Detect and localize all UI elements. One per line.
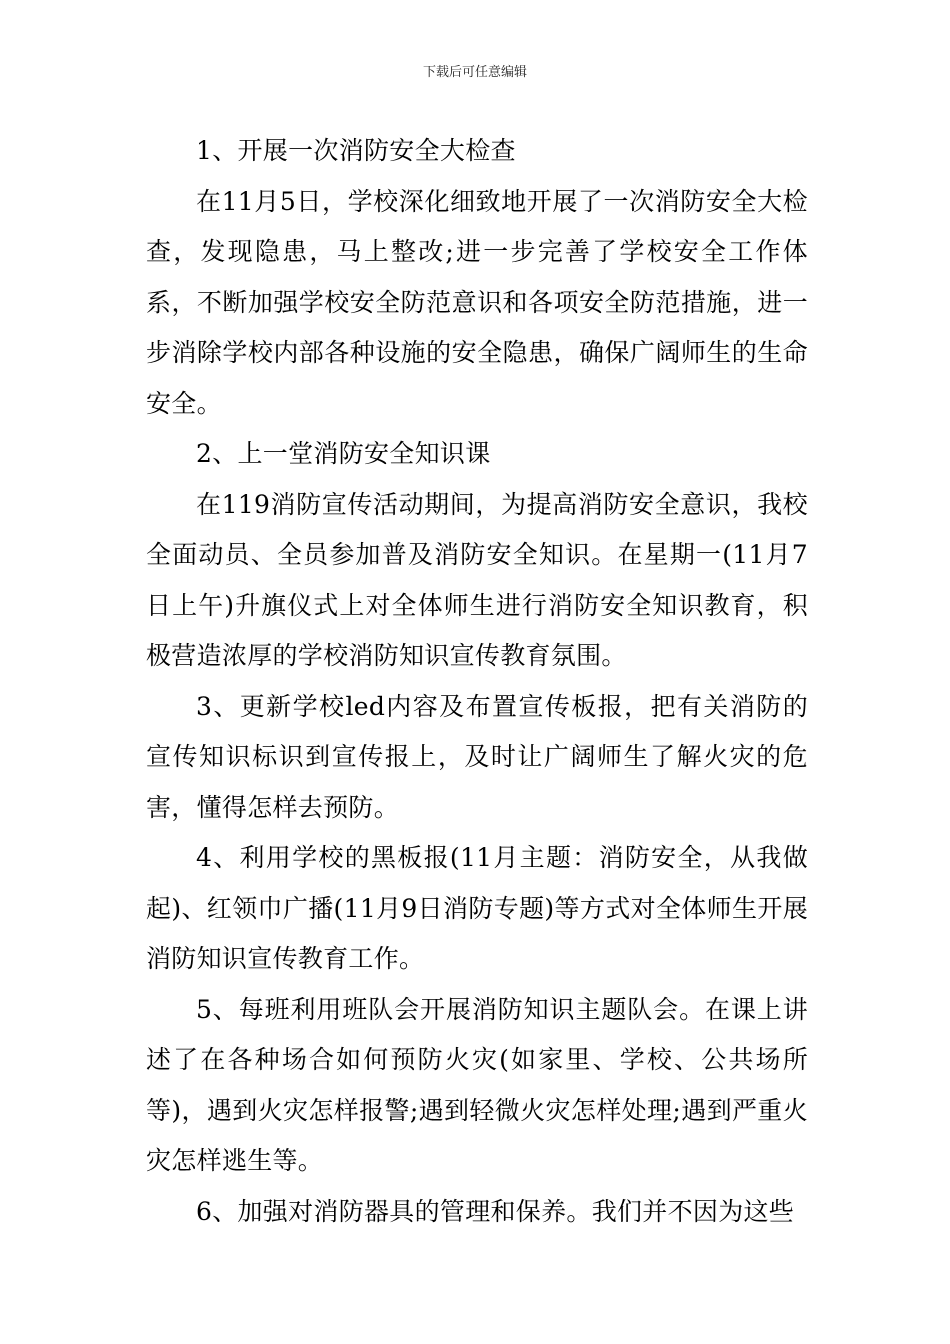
paragraph-blackboard: 4、利用学校的黑板报(11月主题：消防安全，从我做起)、红领巾广播(11月9日消防专题)等方式对全体师生开展消防知识宣传教育工作。 [146,843,808,973]
paragraph-led-update: 3、更新学校led内容及布置宣传板报，把有关消防的宣传知识标识到宣传报上，及时让广阔师生了解火灾的危害，懂得怎样去预防。 [146,691,808,822]
paragraph-class-meeting: 5、每班利用班队会开展消防知识主题队会。在课上讲述了在各种场合如何预防火灾(如家里、学校、公共场所等)，遇到火灾怎样报警;遇到轻微火灾怎样处理;遇到严重火灾怎样逃生等。 [146,994,808,1175]
document-body [146,126,808,1237]
paragraph-inspection: 在11月5日，学校深化细致地开展了一次消防安全大检查，发现隐患，马上整改;进一步完善了学校安全工作体系，不断加强学校安全防范意识和各项安全防范措施，进一步消除学校内部各种设施的安全隐患，确保广阔师生的生命安全。 [146,186,808,418]
paragraph-knowledge-class: 在119消防宣传活动期间，为提高消防安全意识，我校全面动员、全员参加普及消防安全知识。在星期一(11月7日上午)升旗仪式上对全体师生进行消防安全知识教育，积极营造浓厚的学校消防知识宣传教育氛围。 [146,489,808,670]
page-header: 下载后可任意编辑 [422,65,527,80]
section-heading-2: 2、上一堂消防安全知识课 [196,439,491,468]
paragraph-equipment: 6、加强对消防器具的管理和保养。我们并不因为这些 [196,1196,795,1226]
section-heading-1: 1、开展一次消防安全大检查 [196,136,516,165]
